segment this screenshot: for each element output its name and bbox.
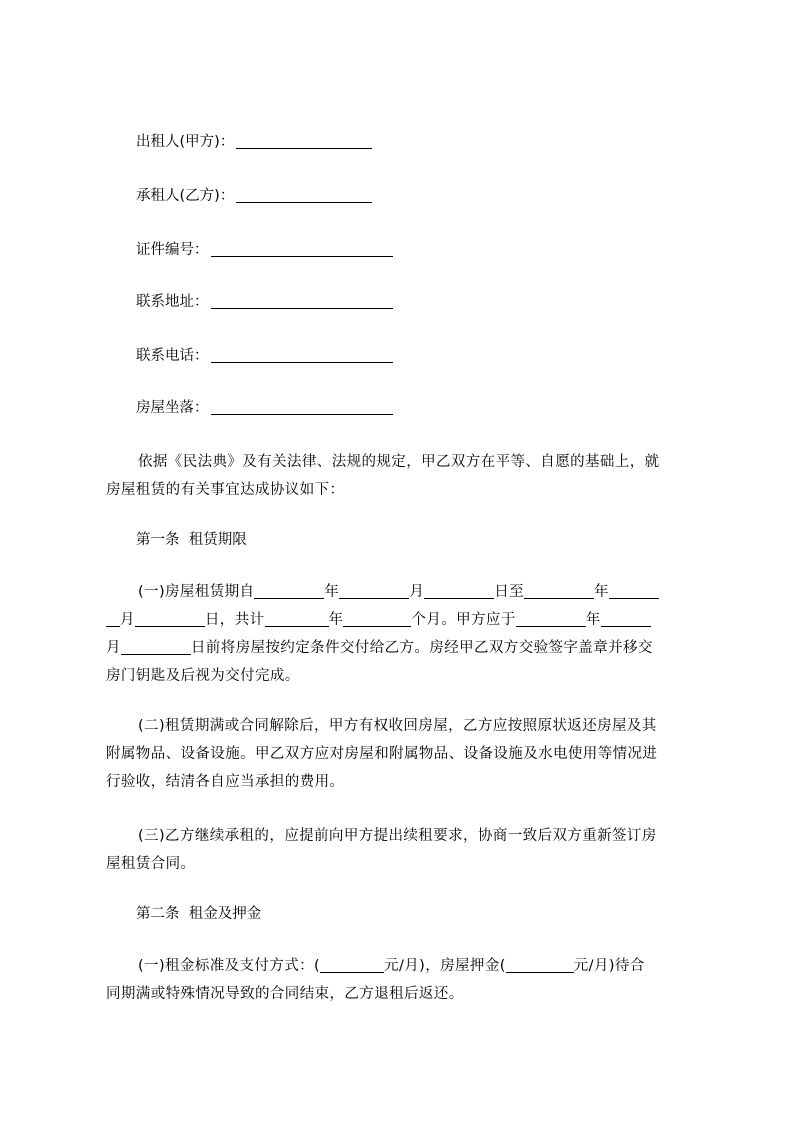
blank [320,957,384,973]
blank [601,611,651,627]
lessee-blank [236,187,372,203]
phone-blank [211,347,393,363]
clause-1-1-line-4: 房门钥匙及后视为交付完成。 [106,668,300,684]
clause-2-1-line-1: (一)租金标准及支付方式：( 元/月)，房屋押金( 元/月)待合 [138,958,645,974]
blank [516,611,586,627]
clause-1-1-line-2: 月 日，共计 年 个月。甲方应于 年 [106,606,706,634]
article-2-clause-1 [106,952,706,1008]
preamble-line-2: 房屋租赁的有关事宜达成协议如下： [106,482,345,498]
article-1-heading: 第一条 租赁期限 [136,532,247,548]
blank [506,957,574,973]
blank [135,611,205,627]
clause-1-1-line-3: 月 日前将房屋按约定条件交付给乙方。房经甲乙双方交验签字盖章并移交 [106,640,653,656]
blank [524,583,594,599]
article-1-clause-1 [106,578,706,690]
blank [265,611,329,627]
article-1-clause-2 [106,712,706,796]
blank [254,583,324,599]
id-number-label: 证件编号： [136,242,209,258]
clause-1-2-line-3: 行验收，结清各自应当承担的费用。 [106,774,345,790]
preamble-paragraph [106,448,706,504]
clause-1-1-line-1: (一)房屋租赁期自 年 月 日至 年 [106,578,706,606]
blank [609,583,659,599]
property-location-field [136,398,393,418]
preamble-line-1: 依据《民法典》及有关法律、法规的规定，甲乙双方在平等、自愿的基础上，就 [138,454,660,470]
blank [424,583,494,599]
phone-label: 联系电话： [136,348,209,364]
clause-1-2-line-2: 附属物品、设备设施。甲乙双方应对房屋和附属物品、设备设施及水电使用等情况进 [106,746,658,762]
blank [121,639,191,655]
clause-1-2-line-1: (二)租赁期满或合同解除后，甲方有权收回房屋，乙方应按照原状返还房屋及其 [138,718,657,734]
article-2-heading: 第二条 租金及押金 [136,906,262,922]
address-label: 联系地址： [136,294,209,310]
phone-field [136,346,393,366]
clause-2-1-line-2: 同期满或特殊情况导致的合同结束，乙方退租后返还。 [106,986,464,1002]
property-location-label: 房屋坐落： [136,400,209,416]
id-number-field [136,240,393,260]
clause-1-3-line-1: (三)乙方继续承租的，应提前向甲方提出续租要求，协商一致后双方重新签订房 [138,828,657,844]
lessor-field [136,132,372,152]
lessee-label: 承租人(乙方)： [136,188,235,204]
address-field [136,292,393,312]
lessor-label: 出租人(甲方)： [136,134,235,150]
lessee-field [136,186,372,206]
lessor-blank [236,133,372,149]
address-blank [211,293,393,309]
property-location-blank [211,399,393,415]
clause-1-3-line-2: 屋租赁合同。 [106,856,196,872]
article-1-clause-3 [106,822,706,878]
blank [339,583,409,599]
id-number-blank [211,241,393,257]
blank [106,611,120,627]
blank [343,611,411,627]
